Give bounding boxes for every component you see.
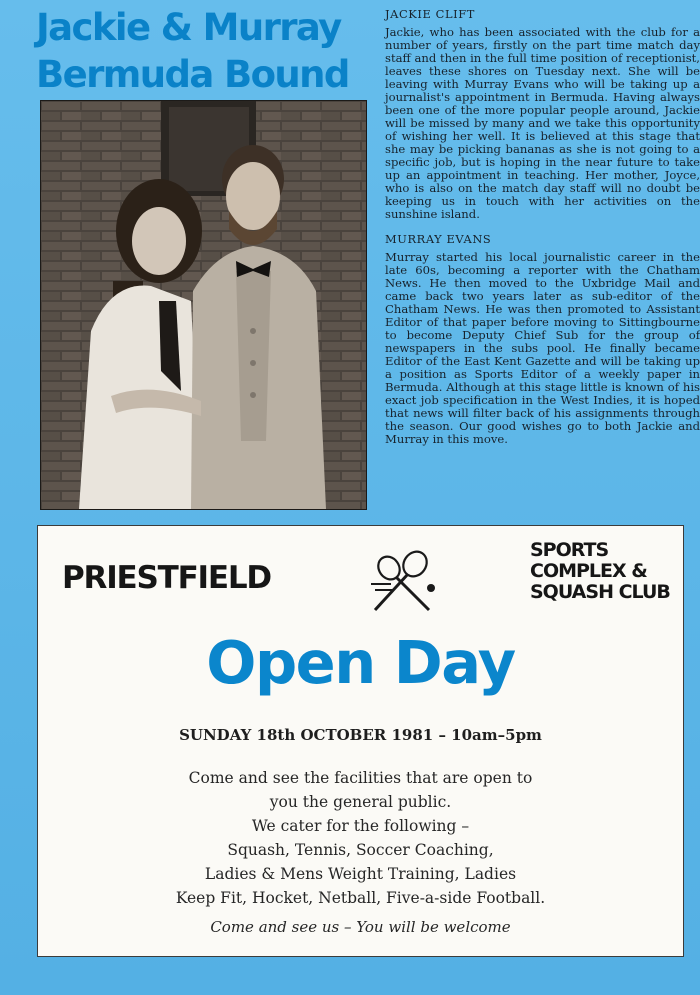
- priestfield-wordmark: PRIESTFIELD: [62, 560, 271, 596]
- open-day-title: Open Day: [206, 628, 515, 697]
- headline: [36, 4, 372, 98]
- sports-complex-wordmark: [530, 540, 680, 603]
- advert-line: Squash, Tennis, Soccer Coaching,: [227, 841, 494, 859]
- article-column: [385, 8, 700, 446]
- section-body-jackie: Jackie, who has been associated with the club for a number of years, firstly on the part time match day staff and then in the full time position of receptionist, leaves these shores on Tuesday next. She will be leaving with Murray Evans who will be taking up a journalist's appointment in Bermuda. Having always been one of the more popular people around, Jackie will be missed by many and we take this opportunity of wishing her well. It is believed at this stage that she may be picking bananas as she is not going to a specific job, but is hoping in the near future to take up an appointment in teaching. Her mother, Joyce, who is also on the match day staff will no doubt be keeping us in touch with her activities on the sunshine island.: [385, 25, 700, 221]
- section-heading-jackie: JACKIE CLIFT: [385, 7, 475, 21]
- headline-line-2: Bermuda Bound: [36, 53, 349, 96]
- couple-photo: [40, 100, 367, 510]
- club-line-1: SPORTS: [530, 539, 609, 561]
- crossed-rackets-icon: [363, 548, 443, 622]
- advert-line: Come and see the facilities that are open to: [188, 769, 533, 787]
- event-date: SUNDAY 18th OCTOBER 1981 – 10am–5pm: [179, 726, 542, 744]
- crossed-rackets-graphic: [363, 548, 443, 618]
- section-heading-murray: MURRAY EVANS: [385, 232, 492, 246]
- advert-line: you the general public.: [269, 793, 452, 811]
- advert-line: We cater for the following –: [251, 817, 470, 835]
- headline-line-1: Jackie & Murray: [36, 6, 341, 49]
- section-body-murray: Murray started his local journalistic career in the late 60s, becoming a reporter with the Chatham News. He then moved to the Uxbridge Mail and came back two years later as sub-editor of the Chatham News. He was then promoted to Assistant Editor of that paper before moving to Sittingbourne to become Deputy Chief Sub for the group of newspapers in the subs pool. He finally became Editor of the East Kent Gazette and will be taking up a position as Sports Editor of a weekly paper in Bermuda. Although at this stage little is known of his exact job specification in the West Indies, it is hoped that news will filter back of his assignments through the season. Our good wishes go to both Jackie and Murray in this move.: [385, 250, 700, 446]
- advert-line: Keep Fit, Hocket, Netball, Five-a-side Football.: [175, 889, 546, 907]
- club-line-2: COMPLEX &: [530, 560, 647, 582]
- advert-body: [38, 766, 683, 910]
- advert-line: Ladies & Mens Weight Training, Ladies: [204, 865, 517, 883]
- closing-line: Come and see us – You will be welcome: [210, 918, 511, 936]
- photo-illustration: [41, 101, 366, 509]
- open-day-advert: [37, 525, 684, 957]
- club-line-3: SQUASH CLUB: [530, 581, 670, 603]
